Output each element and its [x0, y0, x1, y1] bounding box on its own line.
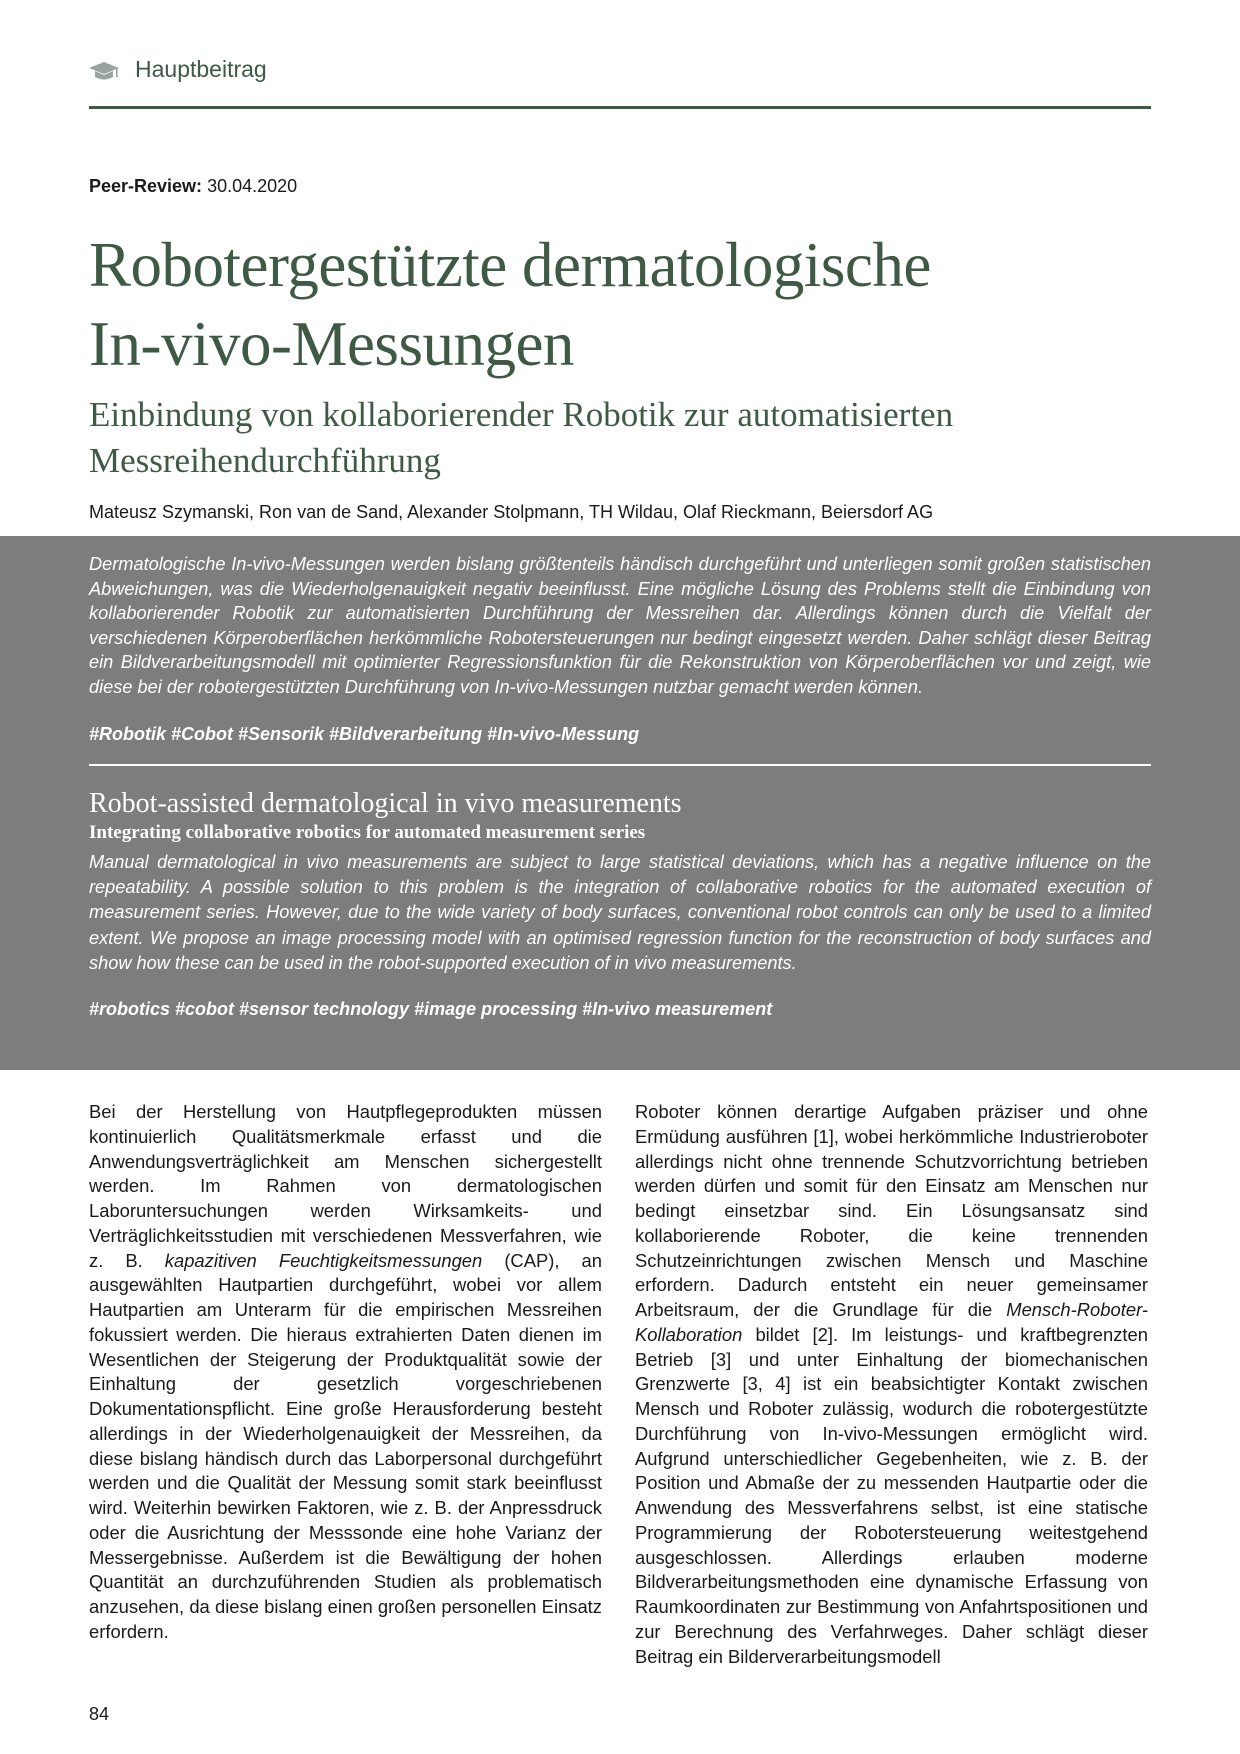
section-label: Hauptbeitrag — [135, 56, 267, 82]
body-column-left — [89, 1100, 602, 1645]
peer-review-date: 30.04.2020 — [207, 176, 298, 196]
body-column-right — [635, 1100, 1148, 1669]
peer-review-line — [89, 176, 297, 197]
body-text-segment: Bei der Herstellung von Hautpflegeprodukten müssen kontinuierlich Qualitätsmerkmale erfasst und die Anwendungsverträglichkeit am Menschen sichergestellt werden. Im Rahmen von dermatologischen Laboruntersuchungen werden Wirksamkeits- und Verträglichkeitsstudien mit verschiedenen Messverfahren, wie z. B. — [89, 1101, 602, 1271]
page-number: 84 — [89, 1704, 110, 1724]
hashtags-german: #Robotik #Cobot #Sensorik #Bildverarbeitung #In-vivo-Messung — [89, 724, 640, 744]
body-text-italic: kapazitiven Feuchtigkeitsmessungen — [164, 1249, 483, 1271]
body-text-segment: bildet [2]. Im leistungs- und kraftbegrenzten Betrieb [3] und unter Einhaltung der biomechanischen Grenzwerte [3, 4] ist ein beabsichtigter Kontakt zwischen Mensch und Roboter zulässig, wodurch die robotergestützte Durchführung von In-vivo-Messungen ermöglicht wird. Aufgrund unterschiedlicher Gegebenheiten, wie z. B. der Position und Abmaße der zu messenden Hautpartie oder die Anwendung des Messverfahrens selbst, ist eine statische Programmierung der Robotersteuerung weitestgehend ausgeschlossen. Allerdings erlauben moderne Bildverarbeitungsmethoden eine dynamische Erfassung von Raumkoordinaten zur Bestimmung von Anfahrtspositionen und zur Berechnung des Verfahrweges. Daher schlägt dieser Beitrag ein Bilderverarbeitungsmodell — [635, 1323, 1148, 1667]
abstract-divider — [89, 764, 1151, 766]
abstract-english: Manual dermatological in vivo measurements are subject to large statistical deviations, which has a negative influence on the repeatability. A possible solution to this problem is the integration of collaborative robotics for the automated execution of measurement series. However, due to the wide variety of body surfaces, conventional robot controls can only be used to a limited extent. We propose an image processing model with an optimised regression function for the reconstruction of body surfaces and show how these can be used in the robot-supported execution of in vivo measurements. — [89, 852, 1151, 973]
abstract-box — [0, 536, 1240, 1070]
subtitle-line-2: Messreihendurchführung — [89, 441, 441, 480]
body-text-segment: (CAP), an ausgewählten Hautpartien durchgeführt, wobei vor allem Hautpartien am Unterarm für die empirischen Messreihen fokussiert werden. Die hieraus extrahierten Daten dienen im Wesentlichen der Steigerung der Produktqualität sowie der Einhaltung der gesetzlich vorgeschriebenen Dokumentationspflicht. Eine große Herausforderung besteht allerdings in der Wiederholgenauigkeit der Messreihen, da diese bislang händisch durch das Laborpersonal durchgeführt werden und die Qualität der Messung somit stark beeinflusst wird. Weiterhin bewirken Faktoren, wie z. B. der Anpressdruck oder die Ausrichtung der Messsonde eine hohe Varianz der Messergebnisse. Außerdem ist die Bewältigung der hohen Quantität an durchzuführenden Studien als problematisch anzusehen, da diese bislang einen großen personellen Einsatz erfordern. — [89, 1249, 602, 1642]
title-line-2: In-vivo-Messungen — [89, 309, 574, 379]
body-text-italic: Mensch-Roboter-Kollaboration — [635, 1299, 1148, 1345]
english-title: Robot-assisted dermatological in vivo measurements — [89, 788, 682, 819]
hashtags-english: #robotics #cobot #sensor technology #image processing #In-vivo measurement — [89, 999, 773, 1019]
body-text-segment: Roboter können derartige Aufgaben präziser und ohne Ermüdung ausführen [1], wobei herkömmliche Industrieroboter allerdings nicht ohne trennende Schutzvorrichtung betrieben werden dürfen und somit für den Einsatz am Menschen nur bedingt einsetzbar sind. Ein Lösungsansatz sind kollaborierende Roboter, die keine trennenden Schutzeinrichtungen zwischen Mensch und Maschine erfordern. Dadurch entsteht ein neuer gemeinsamer Arbeitsraum, der die Grundlage für die — [635, 1101, 1148, 1320]
article-title — [89, 226, 1151, 384]
subtitle-line-1: Einbindung von kollaborierender Robotik zur automatisierten — [89, 395, 954, 434]
graduation-cap-icon — [89, 60, 119, 82]
section-header — [89, 56, 1151, 109]
title-line-1: Robotergestützte dermatologische — [89, 230, 931, 300]
english-subtitle: Integrating collaborative robotics for automated measurement series — [89, 822, 646, 843]
peer-review-label: Peer-Review: — [89, 176, 203, 196]
article-subtitle — [89, 392, 1151, 484]
author-list: Mateusz Szymanski, Ron van de Sand, Alexander Stolpmann, TH Wildau, Olaf Rieckmann, Beiersdorf AG — [89, 502, 934, 522]
abstract-german: Dermatologische In-vivo-Messungen werden bislang größtenteils händisch durchgeführt und unterliegen somit großen statistischen Abweichungen, was die Wiederholgenauigkeit negativ beeinflusst. Eine mögliche Lösung des Problems stellt die Einbindung von kollaborierender Robotik zur automatisierten Durchführung der Messreihen dar. Allerdings können durch die Vielfalt der verschiedenen Körperoberflächen herkömmliche Robotersteuerungen nur bedingt eingesetzt werden. Daher schlägt dieser Beitrag ein Bildverarbeitungsmodell mit optimierter Regressionsfunktion für die Rekonstruktion von Körperoberflächen vor und zeigt, wie diese bei der robotergestützten Durchführung von In-vivo-Messungen nutzbar gemacht werden können. — [89, 554, 1151, 697]
